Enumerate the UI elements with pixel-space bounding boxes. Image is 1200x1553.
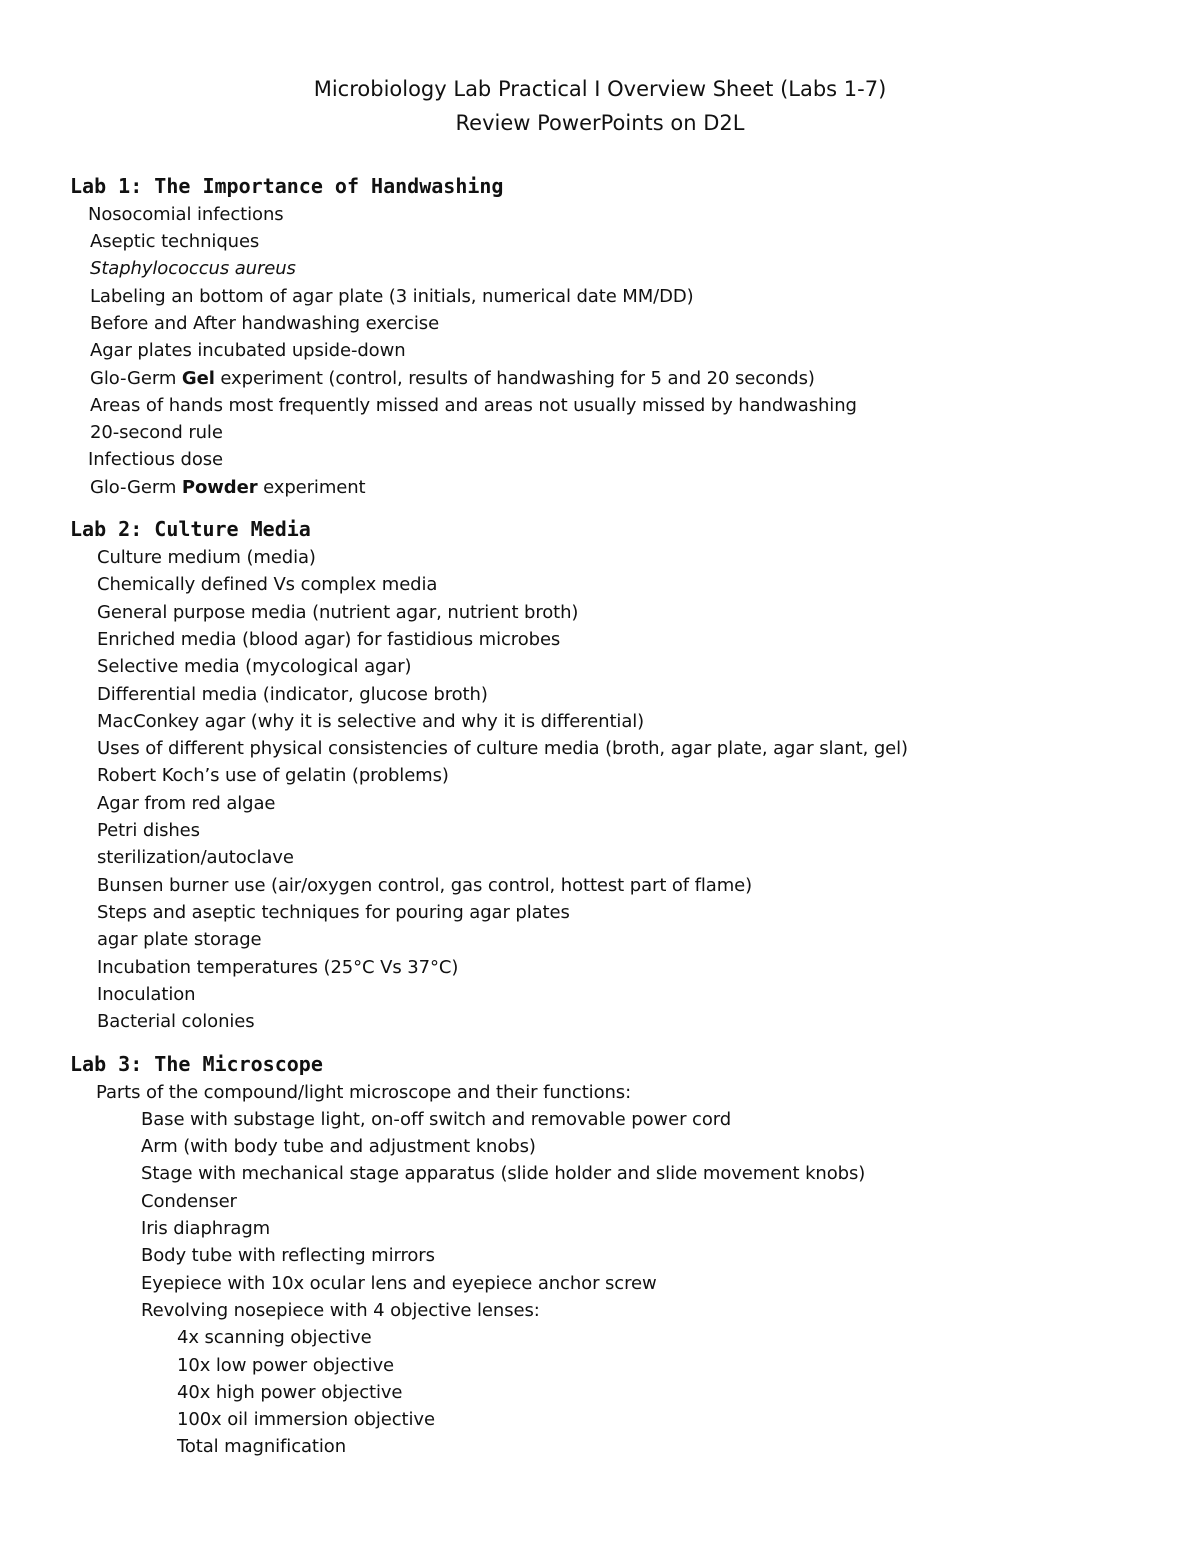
lab1-item-text: experiment (control, results of handwashing for 5 and 20 seconds) — [214, 368, 815, 389]
lab2-item: Steps and aseptic techniques for pouring agar plates — [97, 902, 570, 923]
lab3-part: Eyepiece with 10x ocular lens and eyepiece anchor screw — [141, 1273, 657, 1294]
lab2-item: Petri dishes — [97, 820, 200, 841]
lab2-item: agar plate storage — [97, 929, 262, 950]
lab2-item: sterilization/autoclave — [97, 847, 294, 868]
document-subtitle: Review PowerPoints on D2L — [455, 111, 745, 135]
lab3-part: Iris diaphragm — [141, 1218, 271, 1239]
lab1-item: Labeling an bottom of agar plate (3 initials, numerical date MM/DD) — [90, 286, 694, 307]
lab3-part: Body tube with reflecting mirrors — [141, 1245, 435, 1266]
lab1-item: Areas of hands most frequently missed and areas not usually missed by handwashing — [90, 395, 857, 416]
lab3-part: Base with substage light, on-off switch and removable power cord — [141, 1109, 732, 1130]
lab2-item: Bacterial colonies — [97, 1011, 255, 1032]
lab2-item: Inoculation — [97, 984, 196, 1005]
lab1-item-emphasis: Powder — [181, 477, 258, 498]
lab1-item: Staphylococcus aureus — [90, 258, 296, 279]
lab1-item: Infectious dose — [88, 449, 223, 470]
lab2-item: Agar from red algae — [97, 793, 276, 814]
lab2-item: Robert Koch’s use of gelatin (problems) — [97, 765, 449, 786]
lab1-item-text: Glo-Germ — [90, 368, 182, 389]
lab1-item — [90, 476, 366, 500]
lab2-item: Uses of different physical consistencies of culture media (broth, agar plate, agar slant, gel) — [97, 738, 908, 759]
lab2-item: MacConkey agar (why it is selective and why it is differential) — [97, 711, 645, 732]
lab1-item: 20-second rule — [90, 422, 223, 443]
lab1-item: Nosocomial infections — [88, 204, 284, 225]
lab3-objective: 10x low power objective — [177, 1355, 394, 1376]
lab2-heading: Lab 2: Culture Media — [70, 517, 311, 541]
document-title: Microbiology Lab Practical I Overview Sheet (Labs 1-7) — [313, 77, 887, 101]
lab3-objective: 100x oil immersion objective — [177, 1409, 435, 1430]
lab1-heading: Lab 1: The Importance of Handwashing — [70, 174, 504, 198]
lab3-heading: Lab 3: The Microscope — [70, 1052, 323, 1076]
lab1-item: Agar plates incubated upside-down — [90, 340, 406, 361]
lab3-part: Stage with mechanical stage apparatus (slide holder and slide movement knobs) — [141, 1163, 866, 1184]
lab1-item — [90, 367, 815, 391]
lab1-item-text: experiment — [257, 477, 366, 498]
lab2-item: Selective media (mycological agar) — [97, 656, 412, 677]
lab1-item-emphasis: Gel — [181, 368, 215, 389]
lab2-item: Differential media (indicator, glucose broth) — [97, 684, 488, 705]
lab2-item: Chemically defined Vs complex media — [97, 574, 438, 595]
lab2-item: Culture medium (media) — [97, 547, 316, 568]
lab1-item-text: Glo-Germ — [90, 477, 182, 498]
lab3-objective: 40x high power objective — [177, 1382, 403, 1403]
lab2-item: Bunsen burner use (air/oxygen control, gas control, hottest part of flame) — [97, 875, 753, 896]
lab3-part: Arm (with body tube and adjustment knobs) — [141, 1136, 536, 1157]
lab3-part: Revolving nosepiece with 4 objective lenses: — [141, 1300, 540, 1321]
lab2-item: Incubation temperatures (25°C Vs 37°C) — [97, 957, 459, 978]
lab2-item: General purpose media (nutrient agar, nutrient broth) — [97, 602, 579, 623]
lab3-intro: Parts of the compound/light microscope and their functions: — [96, 1082, 632, 1103]
lab3-objective: Total magnification — [177, 1436, 347, 1457]
lab1-item: Aseptic techniques — [90, 231, 260, 252]
lab2-item: Enriched media (blood agar) for fastidious microbes — [97, 629, 561, 650]
lab3-objective: 4x scanning objective — [177, 1327, 372, 1348]
lab1-item: Before and After handwashing exercise — [90, 313, 440, 334]
lab3-part: Condenser — [141, 1191, 237, 1212]
